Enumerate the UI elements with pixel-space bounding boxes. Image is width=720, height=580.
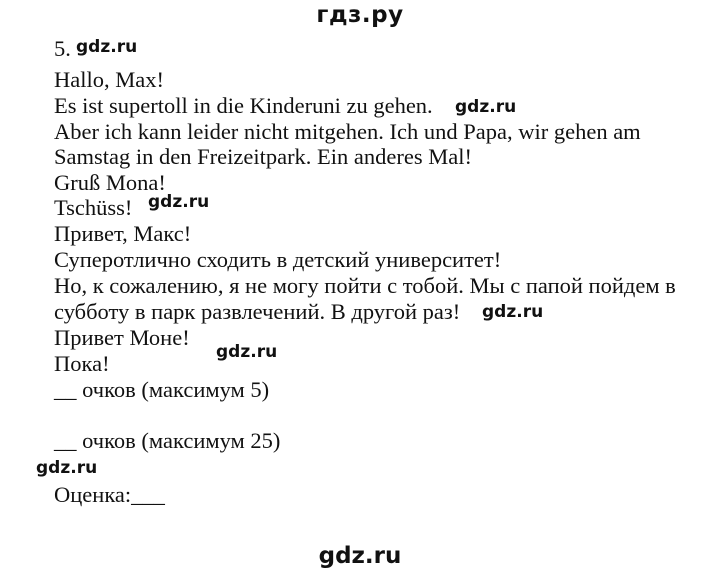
text-line: Tschüss! <box>54 195 133 220</box>
watermark: gdz.ru <box>76 37 138 57</box>
grade-line: Оценка:___ <box>54 482 165 507</box>
site-footer-watermark: gdz.ru <box>318 543 402 569</box>
exercise-number: 5. <box>54 36 71 61</box>
watermark: gdz.ru <box>36 458 98 478</box>
text-line: Gruß Mona! <box>54 170 166 195</box>
text-line: Привет, Макс! <box>54 221 192 246</box>
score-line: __ очков (максимум 5) <box>54 377 270 402</box>
site-header-title: гдз.ру <box>316 2 404 28</box>
text-line: Суперотлично сходить в детский университет! <box>54 247 502 272</box>
watermark: gdz.ru <box>216 342 278 362</box>
text-line: Aber ich kann leider nicht mitgehen. Ich und Papa, wir gehen am <box>54 119 641 144</box>
text-line: Samstag in den Freizeitpark. Ein anderes Mal! <box>54 144 472 169</box>
watermark: gdz.ru <box>482 302 544 322</box>
text-line: субботу в парк развлечений. В другой раз! <box>54 299 461 324</box>
text-line: Пока! <box>54 351 110 376</box>
text-line: Es ist supertoll in die Kinderuni zu gehen. <box>54 93 433 118</box>
text-line: Но, к сожалению, я не могу пойти с тобой. Мы с папой пойдем в <box>54 273 676 298</box>
watermark: gdz.ru <box>148 192 210 212</box>
score-line: __ очков (максимум 25) <box>54 428 281 453</box>
text-line: Hallo, Max! <box>54 67 164 92</box>
text-line: Привет Моне! <box>54 325 190 350</box>
watermark: gdz.ru <box>455 97 517 117</box>
